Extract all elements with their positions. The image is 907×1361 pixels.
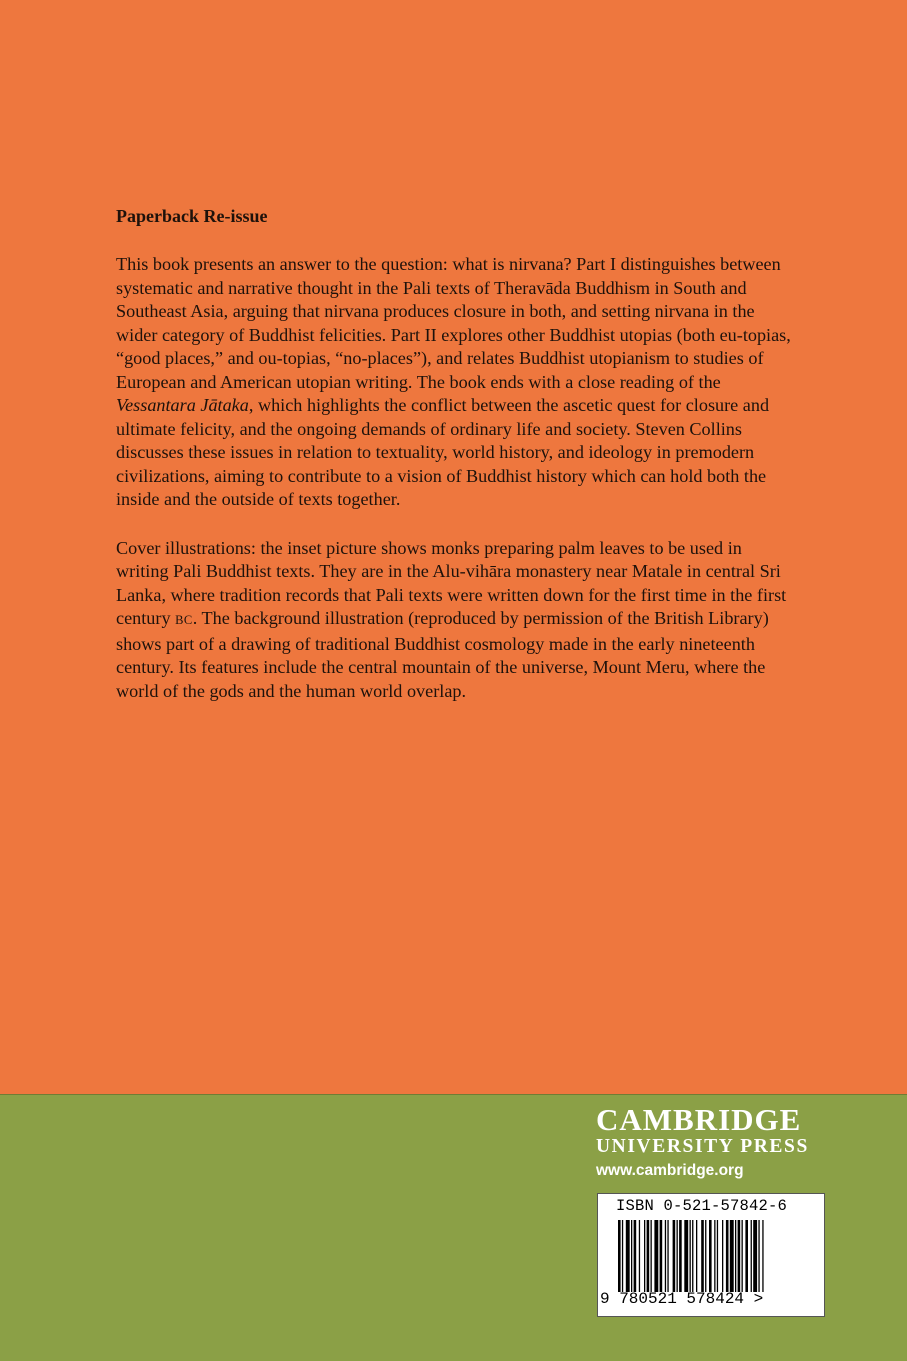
publisher-logo [596,1104,809,1182]
era-abbreviation: BC [175,613,193,627]
cover-note-text-1: Cover illustrations: the inset picture shows monks preparing palm leaves to be used in writing Pali Buddhist texts. They are in the Alu-vihāra monastery near Matale in central Sri Lanka, where tradition records that Pali texts were written down for the first time in the first century [116,537,787,628]
back-cover-text [116,204,796,728]
description-text-2: , which highlights the conflict between the ascetic quest for closure and ultimate felicity, and the ongoing demands of ordinary life and society. Steven Collins discusses these issues in relation to textuality, world history, and ideology in premodern civilizations, aiming to contribute to a vision of Buddhist history which can hold both the inside and the outside of texts together. [116,395,770,509]
book-description [116,253,796,512]
publisher-url: www.cambridge.org [596,1162,744,1179]
isbn-label: ISBN 0-521-57842-6 [616,1197,788,1215]
publisher-subname: UNIVERSITY PRESS [596,1136,809,1157]
publisher-name: CAMBRIDGE [596,1102,802,1137]
edition-heading: Paperback Re-issue [116,206,268,226]
barcode-digits: 9 780521 578424 > [600,1290,764,1308]
barcode-icon [618,1220,804,1292]
cover-illustration-note [116,537,796,704]
italic-title: Vessantara Jātaka [116,395,249,415]
barcode-panel [597,1193,825,1317]
description-text-1: This book presents an answer to the question: what is nirvana? Part I distinguishes between systematic and narrative thought in the Pali texts of Theravāda Buddhism in South and Southeast Asia, arguing that nirvana produces closure in both, and setting nirvana in the wider category of Buddhist felicities. Part II explores other Buddhist utopias (both eu-topias, “good places,” and ou-topias, “no-places”), and relates Buddhist utopianism to studies of European and American utopian writing. The book ends with a close reading of the [116,254,791,392]
cover-note-text-2: . The background illustration (reproduced by permission of the British Library) shows part of a drawing of traditional Buddhist cosmology made in the early nineteenth century. Its features include the central mountain of the universe, Mount Meru, where the world of the gods and the human world overlap. [116,608,769,701]
